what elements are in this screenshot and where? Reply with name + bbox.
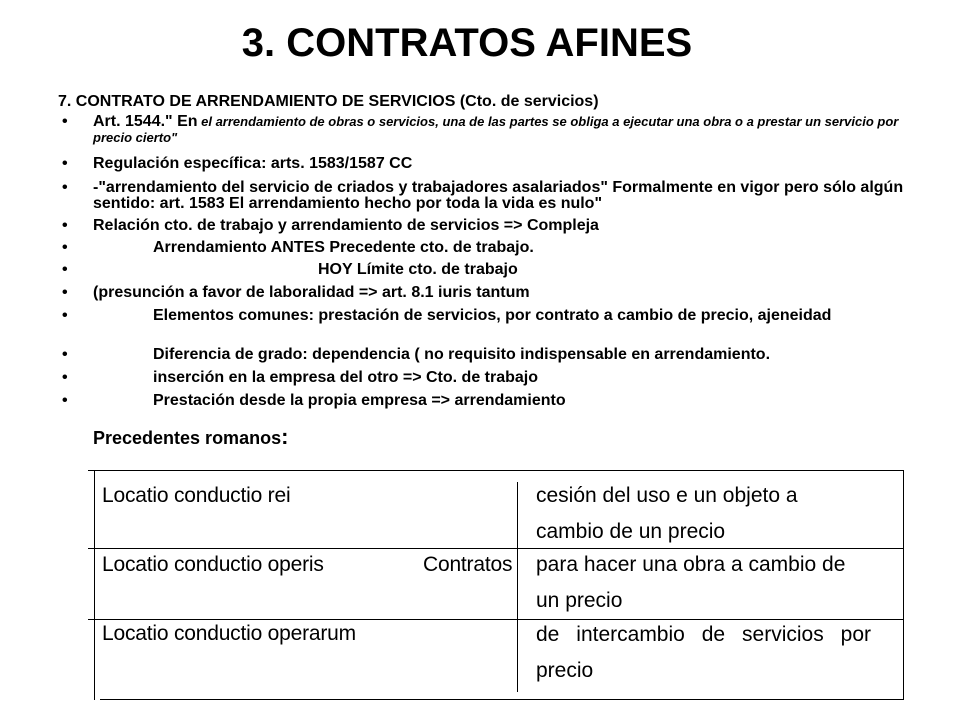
bullet-article-1544 [62,114,920,146]
table-row-1-name: Locatio conductio rei [102,484,291,507]
bullet-text: -"arrendamiento del servicio de criados y trabajadores asalariados" Formalmente en vigor pero sólo algún sentido: art. 1583 El arrendamiento hecho por toda la vida es nulo" [93,179,904,212]
bullet-text [93,308,920,324]
article-lead: Art. 1544." En [93,113,198,130]
table-row-1-desc: cesión del uso e un objeto a cambio de un precio [536,484,798,543]
bullet-hoy [62,262,920,278]
article-quote: el arrendamiento de obras o servicios, una de las partes se obliga a ejecutar una obra o a prestar un servicio por precio cierto" [93,114,899,145]
table-column-divider [517,482,518,692]
bullet-text: (presunción a favor de laboralidad => art. 8.1 iuris tantum [93,284,530,301]
slide-title: 3. CONTRATOS AFINES [241,21,693,65]
bullet-relacion [62,218,920,234]
bullet-text: Relación cto. de trabajo y arrendamiento de servicios => Compleja [93,217,599,234]
bullet-regulacion [62,156,920,172]
table-right-border [903,470,904,700]
precedentes-heading [93,426,288,449]
bullet-dot: • [62,284,68,301]
bullet-antes [62,240,920,256]
table-row-2-name: Locatio conductio operis [102,553,324,576]
table-row-3-name: Locatio conductio operarum [102,622,356,645]
bullet-dot: • [62,113,68,130]
bullet-text [93,114,920,146]
bullet-insercion [62,370,920,386]
bullet-dot: • [62,179,68,196]
table-row-2-desc: para hacer una obra a cambio de un precio [536,553,846,612]
bullet-text: Diferencia de grado: dependencia ( no requisito indispensable en arrendamiento. [153,346,771,363]
bullet-text: Prestación desde la propia empresa => arrendamiento [153,392,566,409]
bullet-text-content: Elementos comunes: prestación de servicios, por contrato a cambio de precio, ajeneidad [153,307,832,324]
table-row-2-middle: Contratos [423,553,513,576]
bullet-prestacion [62,393,920,409]
table-row-divider [88,619,904,620]
precedentes-colon: : [281,424,289,449]
bullet-dot: • [62,392,68,409]
bullet-elementos [62,308,920,324]
bullet-dot: • [62,217,68,234]
bullet-dot: • [62,155,68,172]
section-heading: 7. CONTRATO DE ARRENDAMIENTO DE SERVICIOS (Cto. de servicios) [58,93,599,110]
bullet-dot: • [62,369,68,386]
table-left-border [94,470,95,700]
table-row-divider [88,548,904,549]
table-bottom-border [100,699,904,700]
bullet-text: inserción en la empresa del otro => Cto. de trabajo [153,369,538,386]
table-top-border [88,470,904,471]
precedentes-label: Precedentes romanos [93,428,282,448]
bullet-criados [62,180,920,212]
bullet-dot: • [62,346,68,363]
bullet-diferencia [62,347,920,363]
bullet-text: HOY Límite cto. de trabajo [318,261,518,278]
bullet-text: Regulación específica: arts. 1583/1587 CC [93,155,413,172]
bullet-presuncion [62,285,920,301]
bullet-dot: • [62,307,68,324]
bullet-dot: • [62,261,68,278]
bullet-dot: • [62,239,68,256]
bullet-text: Arrendamiento ANTES Precedente cto. de trabajo. [153,239,534,256]
table-row-3-desc: de intercambio de servicios por precio [536,623,871,682]
